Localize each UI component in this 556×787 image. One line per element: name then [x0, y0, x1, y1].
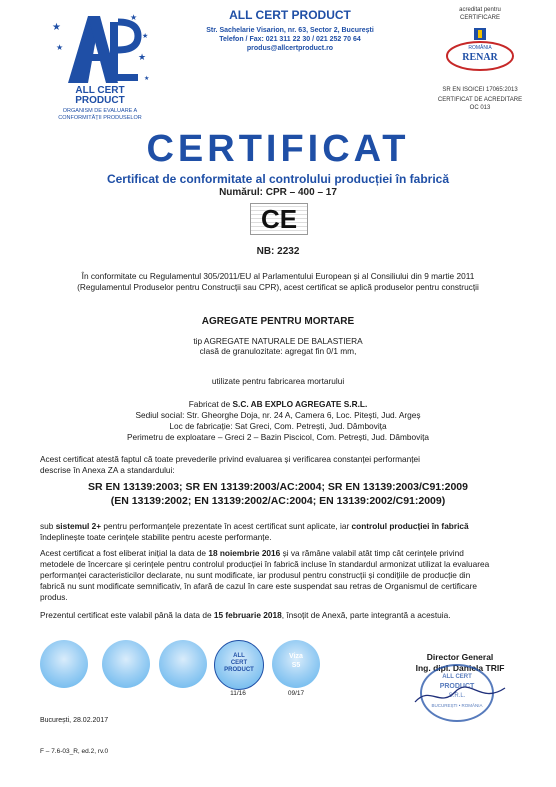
- director-stamp-1: ALL CERT: [442, 674, 472, 680]
- validity-line1: [40, 548, 516, 559]
- standards-line2: (EN 13139:2002; EN 13139:2002/AC:2004; EN 13139:2002/C91:2009): [110, 495, 446, 507]
- director-title: Director General: [426, 652, 494, 662]
- present-p1: Prezentul certificat este valabil până la data de: [40, 610, 214, 620]
- present-date: 15 februarie 2018: [213, 610, 282, 620]
- company-address: Str. Sachelarie Visarion, nr. 63, Sector 2, București: [206, 27, 374, 34]
- stamp-text-3: PRODUCT: [224, 667, 254, 673]
- logo-name-2: PRODUCT: [75, 95, 125, 106]
- product-usage: utilizate pentru fabricarea mortarului: [211, 376, 345, 386]
- system-b2: controlul producției în fabrică: [351, 521, 469, 531]
- attest-line1: Acest certificat atestă faptul că toate prevederile privind evaluarea și verificarea constanței performanței: [40, 454, 421, 464]
- present-p2: , însoțit de Anexă, parte integrantă a acestuia.: [281, 610, 451, 620]
- svg-text:★: ★: [144, 76, 150, 82]
- validity-line3: performanței caracteristicilor declarate, nu sunt modificate, iar produsul pentru construcții și condițiile de producție din: [40, 570, 471, 580]
- validity-p1: Acest certificat a fost eliberat inițial la data de: [40, 548, 209, 558]
- stamp-caption: 11/16: [230, 690, 246, 697]
- standards-line1: SR EN 13139:2003; SR EN 13139:2003/AC:2004; SR EN 13139:2003/C91:2009: [88, 481, 468, 493]
- product-type: tip AGREGATE NATURALE DE BALASTIERA: [193, 336, 363, 346]
- stamp-text-2: CERT: [230, 660, 248, 666]
- accreditation-standard: SR EN ISO/CEI 17065:2013: [442, 87, 518, 93]
- logo-org-1: ORGANISM DE EVALUARE A: [62, 108, 138, 114]
- manufacturer-name: S.C. AB EXPLO AGREGATE S.R.L.: [232, 399, 368, 409]
- ce-mark: [250, 203, 308, 235]
- intro-line2: (Regulamentul Produselor pentru Construcții sau CPR), acest certificat se aplică produselor pentru construcții: [77, 282, 479, 292]
- system-line2: îndeplinește toate cerințele stabilite pentru aceste performanțe.: [40, 532, 272, 542]
- validity-line2: metodele de încercare și cerințele pentru controlul producției în fabrică incluse în standardul armonizat utilizat la evaluarea: [40, 559, 490, 569]
- accreditation-cert-number: OC 013: [469, 105, 491, 111]
- viza-label: Viza: [289, 653, 303, 660]
- signature-icon: [410, 680, 510, 710]
- accreditation-cert-label: CERTIFICAT DE ACREDITARE: [437, 97, 523, 103]
- validity-date: 18 noiembrie 2016: [208, 548, 281, 558]
- company-name: ALL CERT PRODUCT: [229, 8, 351, 22]
- svg-text:★: ★: [142, 33, 149, 40]
- certificate-title: CERTIFICAT: [146, 128, 410, 170]
- svg-text:★: ★: [56, 43, 64, 52]
- manufacturer-site: Loc de fabricație: Sat Greci, Com. Petrești, Jud. Dâmbovița: [169, 421, 387, 431]
- company-email[interactable]: produs@allcertproduct.ro: [246, 45, 334, 52]
- hologram-seal-3: [159, 640, 207, 688]
- place-date: București, 28.02.2017: [40, 717, 109, 724]
- manufacturer-perimeter: Perimetru de exploatare – Greci 2 – Bazin Piscicol, Com. Petrești, Jud. Dâmbovița: [126, 432, 430, 442]
- validity-p2: și va rămâne valabil atât timp cât cerințele privind: [280, 548, 464, 558]
- certificate-number: Numărul: CPR – 400 – 17: [219, 187, 337, 198]
- present-line: [40, 610, 516, 621]
- svg-text:★: ★: [52, 22, 61, 33]
- validity-line5: produs.: [40, 592, 68, 602]
- director-stamp-4: BUCUREȘTI • ROMÂNIA: [431, 703, 483, 708]
- svg-text:★: ★: [138, 52, 147, 62]
- svg-text:★: ★: [130, 13, 138, 22]
- director-stamp-3: S.R.L.: [448, 693, 466, 699]
- company-phone: Telefon / Fax: 021 311 22 30 / 021 252 70 64: [219, 36, 361, 43]
- viza-caption: 09/17: [287, 690, 305, 697]
- stamp-text-1: ALL: [233, 653, 245, 659]
- viza-code: S5: [291, 662, 301, 669]
- company-logo: [40, 8, 160, 123]
- validity-line4: fabrică nu sunt modificate semnificativ, în afară de cazul în care este suspendat sau retras de Organismul de certificare: [40, 581, 478, 591]
- cert-stamp-seal: [214, 640, 264, 690]
- accreditation-line2: CERTIFICARE: [460, 15, 500, 21]
- ce-mark-text: CE: [260, 204, 298, 234]
- system-line1: [40, 521, 516, 532]
- form-code: F – 7.6-03_R, ed.2, rv.0: [40, 748, 109, 755]
- notified-body: NB: 2232: [256, 246, 300, 257]
- logo-mark-icon: [40, 8, 160, 88]
- manufacturer-line1: [40, 399, 516, 410]
- system-p1: sub: [40, 521, 56, 531]
- certificate-subtitle: Certificat de conformitate al controlului producției în fabrică: [106, 172, 450, 186]
- logo-org-2: CONFORMITĂȚII PRODUSELOR: [58, 115, 142, 121]
- manufacturer-address: Sediul social: Str. Gheorghe Doja, nr. 24 A, Camera 6, Loc. Pitești, Jud. Argeș: [135, 410, 421, 420]
- accreditation-line1: acreditat pentru: [459, 7, 501, 13]
- viza-seal: [272, 640, 320, 688]
- attest-line2: descrise în Anexa ZA a standardului:: [40, 465, 175, 475]
- director-stamp-2: PRODUCT: [439, 683, 475, 690]
- logo-name-1: ALL CERT: [75, 85, 125, 96]
- hologram-seal-1: [40, 640, 88, 688]
- system-b1: sistemul 2+: [55, 521, 102, 531]
- product-class: clasă de granulozitate: agregat fin 0/1 mm,: [199, 346, 357, 356]
- system-p2: pentru performanțele prezentate în acest certificat sunt aplicate, iar: [101, 521, 352, 531]
- renar-main-text: RENAR: [462, 52, 498, 63]
- manufacturer-prefix: Fabricat de: [188, 399, 233, 409]
- intro-line1: În conformitate cu Regulamentul 305/2011/EU al Parlamentului European și al Consiliului din 9 martie 2011: [81, 271, 475, 281]
- renar-top-text: ROMÂNIA: [468, 45, 492, 51]
- hologram-seal-2: [102, 640, 150, 688]
- director-name: Ing. dipl. Daniela TRIF: [415, 663, 505, 673]
- product-name: AGREGATE PENTRU MORTARE: [201, 316, 355, 327]
- renar-logo: [445, 26, 515, 78]
